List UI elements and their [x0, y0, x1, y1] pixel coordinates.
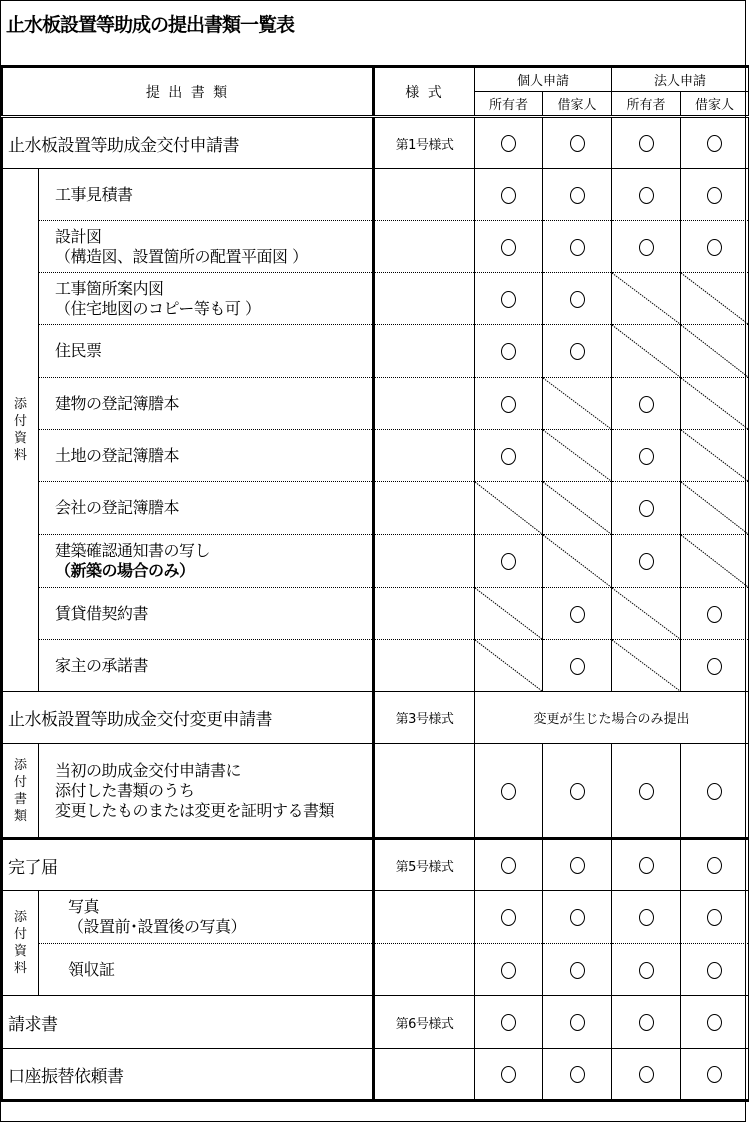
required-cell	[543, 744, 612, 839]
required-cell	[543, 588, 612, 640]
required-cell	[681, 221, 749, 273]
circle-mark-icon	[570, 239, 585, 256]
form-number-empty	[374, 891, 475, 944]
required-cell	[612, 744, 681, 839]
attachment-label-char: 添	[13, 757, 27, 773]
attachment-label-char: 付	[13, 927, 27, 942]
form-number: 第6号様式	[374, 996, 475, 1049]
form-number-empty	[374, 169, 475, 221]
diagonal-slash-icon	[681, 430, 748, 481]
not-applicable-cell	[543, 430, 612, 482]
required-cell	[543, 273, 612, 325]
attachment-label-char: 資	[13, 944, 27, 959]
attachment-name-line2: （設置前･設置後の写真）	[68, 917, 247, 936]
table-row-attachment	[2, 221, 749, 273]
diagonal-slash-icon	[612, 325, 680, 377]
required-cell	[612, 944, 681, 996]
attachment-label-char: 料	[13, 448, 27, 463]
circle-mark-icon	[639, 187, 654, 204]
circle-mark-icon	[707, 239, 722, 256]
attachment-name	[39, 891, 374, 944]
form-number: 第3号様式	[374, 692, 475, 744]
not-applicable-cell	[681, 325, 749, 378]
diagonal-slash-icon	[681, 535, 748, 587]
attachment-name-line: 当初の助成金交付申請書に	[55, 760, 242, 780]
circle-mark-icon	[639, 909, 654, 926]
required-cell	[681, 839, 749, 891]
attachment-name-line1: 領収証	[68, 959, 115, 979]
required-cell	[612, 378, 681, 430]
diagonal-slash-icon	[681, 378, 748, 429]
attachment-label-char: 付	[13, 414, 27, 429]
not-applicable-cell	[612, 325, 681, 378]
diagonal-slash-icon	[475, 640, 542, 691]
table-row-attachment	[2, 430, 749, 482]
circle-mark-icon	[570, 962, 585, 979]
circle-mark-icon	[639, 857, 654, 874]
required-cell	[681, 996, 749, 1049]
form-number-empty	[374, 221, 475, 273]
diagonal-slash-icon	[543, 535, 611, 587]
table-row-attachment	[2, 273, 749, 325]
circle-mark-icon	[570, 291, 585, 308]
attachment-label-char: 付	[13, 774, 27, 790]
form-number-empty	[374, 944, 475, 996]
documents-table	[0, 65, 749, 1102]
not-applicable-cell	[681, 273, 749, 325]
form-number: 第5号様式	[374, 839, 475, 891]
circle-mark-icon	[707, 1066, 722, 1083]
circle-mark-icon	[707, 658, 722, 675]
not-applicable-cell	[681, 535, 749, 588]
attachment-name-line1: 家主の承諾書	[55, 655, 149, 675]
attachment-name	[39, 944, 374, 996]
not-applicable-cell	[681, 430, 749, 482]
diagonal-slash-icon	[681, 482, 748, 534]
required-cell	[475, 891, 543, 944]
not-applicable-cell	[475, 588, 543, 640]
form-number-empty	[374, 273, 475, 325]
circle-mark-icon	[707, 606, 722, 623]
circle-mark-icon	[707, 187, 722, 204]
document-name: 請求書	[2, 996, 374, 1049]
table-row-attachment	[2, 325, 749, 378]
form-number-empty	[374, 325, 475, 378]
required-cell	[475, 325, 543, 378]
required-cell	[612, 482, 681, 535]
circle-mark-icon	[707, 135, 722, 152]
circle-mark-icon	[570, 343, 585, 360]
circle-mark-icon	[707, 962, 722, 979]
table-row-attachment	[2, 169, 749, 221]
attachment-label-char: 資	[13, 431, 27, 446]
circle-mark-icon	[639, 1014, 654, 1031]
circle-mark-icon	[639, 135, 654, 152]
attachment-name	[39, 640, 374, 692]
attachment-name-line1: 土地の登記簿謄本	[55, 445, 180, 465]
circle-mark-icon	[570, 857, 585, 874]
diagonal-slash-icon	[475, 482, 542, 534]
required-cell	[475, 378, 543, 430]
not-applicable-cell	[681, 378, 749, 430]
diagonal-slash-icon	[475, 588, 542, 639]
circle-mark-icon	[570, 909, 585, 926]
circle-mark-icon	[639, 553, 654, 570]
diagonal-slash-icon	[681, 325, 748, 377]
circle-mark-icon	[570, 606, 585, 623]
diagonal-slash-icon	[543, 378, 611, 429]
attachment-name-line: 変更したものまたは変更を証明する書類	[55, 800, 335, 820]
attachment-name-line1: 建物の登記簿謄本	[55, 393, 180, 413]
not-applicable-cell	[543, 482, 612, 535]
circle-mark-icon	[570, 187, 585, 204]
circle-mark-icon	[501, 187, 516, 204]
attachment-name	[39, 535, 374, 588]
submission-note: 変更が生じた場合のみ提出	[475, 692, 749, 744]
table-row-application	[2, 117, 749, 169]
table-row-attachment	[2, 378, 749, 430]
header-corporate-tenant: 借家人	[681, 92, 749, 117]
circle-mark-icon	[639, 962, 654, 979]
required-cell	[475, 944, 543, 996]
attachment-vertical-label	[2, 169, 39, 692]
required-cell	[681, 117, 749, 169]
attachment-name-line1: 会社の登記簿謄本	[55, 498, 180, 517]
not-applicable-cell	[612, 640, 681, 692]
required-cell	[612, 839, 681, 891]
document-name: 止水板設置等助成金交付変更申請書	[2, 692, 374, 744]
required-cell	[612, 169, 681, 221]
table-row-change	[2, 692, 749, 744]
attachment-name	[39, 221, 374, 273]
required-cell	[612, 996, 681, 1049]
circle-mark-icon	[501, 1014, 516, 1031]
required-cell	[475, 169, 543, 221]
circle-mark-icon	[639, 783, 654, 800]
circle-mark-icon	[707, 857, 722, 874]
circle-mark-icon	[639, 1066, 654, 1083]
circle-mark-icon	[639, 500, 654, 517]
required-cell	[612, 1049, 681, 1101]
circle-mark-icon	[570, 135, 585, 152]
circle-mark-icon	[501, 909, 516, 926]
required-cell	[612, 535, 681, 588]
diagonal-slash-icon	[681, 273, 748, 324]
circle-mark-icon	[501, 857, 516, 874]
table-row-invoice	[2, 996, 749, 1049]
table-row-attachment	[2, 891, 749, 944]
attachment-label-char: 添	[13, 397, 27, 412]
form-number-empty	[374, 744, 475, 839]
circle-mark-icon	[501, 783, 516, 800]
attachment-name-line2: （新築の場合のみ）	[55, 561, 195, 580]
required-cell	[475, 535, 543, 588]
circle-mark-icon	[501, 135, 516, 152]
required-cell	[681, 891, 749, 944]
table-row-transfer	[2, 1049, 749, 1101]
required-cell	[543, 169, 612, 221]
required-cell	[475, 117, 543, 169]
diagonal-slash-icon	[543, 430, 611, 481]
header-individual-owner: 所有者	[475, 92, 543, 117]
circle-mark-icon	[639, 396, 654, 413]
document-name: 止水板設置等助成金交付申請書	[2, 117, 374, 169]
not-applicable-cell	[543, 535, 612, 588]
attachment-name	[39, 744, 374, 839]
circle-mark-icon	[501, 239, 516, 256]
attachment-name	[39, 482, 374, 535]
table-row-attachment	[2, 944, 749, 996]
not-applicable-cell	[475, 640, 543, 692]
form-number-empty	[374, 378, 475, 430]
header-individual: 個人申請	[475, 67, 612, 92]
required-cell	[475, 744, 543, 839]
form-number: 第1号様式	[374, 117, 475, 169]
required-cell	[543, 221, 612, 273]
required-cell	[543, 944, 612, 996]
required-cell	[475, 430, 543, 482]
document-name: 口座振替依頼書	[2, 1049, 374, 1101]
form-number-empty	[374, 640, 475, 692]
attachment-name	[39, 430, 374, 482]
circle-mark-icon	[570, 783, 585, 800]
required-cell	[475, 839, 543, 891]
form-number-empty	[374, 482, 475, 535]
diagonal-slash-icon	[612, 640, 680, 691]
required-cell	[543, 640, 612, 692]
required-cell	[475, 221, 543, 273]
table-row-attachment	[2, 588, 749, 640]
circle-mark-icon	[639, 448, 654, 465]
required-cell	[475, 1049, 543, 1101]
circle-mark-icon	[639, 239, 654, 256]
attachment-name-line2: （構造図、設置箇所の配置平面図 ）	[55, 246, 308, 266]
not-applicable-cell	[612, 588, 681, 640]
form-number-empty	[374, 588, 475, 640]
circle-mark-icon	[501, 1066, 516, 1083]
diagonal-slash-icon	[612, 273, 680, 324]
header-corporate-owner: 所有者	[612, 92, 681, 117]
attachment-name	[39, 273, 374, 325]
header-form: 様 式	[374, 67, 475, 117]
required-cell	[475, 996, 543, 1049]
required-cell	[475, 273, 543, 325]
table-row-attachment	[2, 535, 749, 588]
circle-mark-icon	[707, 909, 722, 926]
circle-mark-icon	[570, 1014, 585, 1031]
circle-mark-icon	[707, 1014, 722, 1031]
attachment-name-line1: 写真	[68, 897, 100, 916]
required-cell	[543, 996, 612, 1049]
diagonal-slash-icon	[543, 482, 611, 534]
attachment-name	[39, 169, 374, 221]
required-cell	[681, 1049, 749, 1101]
attachment-name-line1: 建築確認通知書の写し	[55, 541, 211, 560]
header-corporate: 法人申請	[612, 67, 749, 92]
required-cell	[681, 744, 749, 839]
required-cell	[681, 640, 749, 692]
circle-mark-icon	[501, 962, 516, 979]
required-cell	[681, 169, 749, 221]
attachment-label-char: 類	[13, 808, 27, 824]
header-documents: 提 出 書 類	[2, 67, 374, 117]
table-row-attachment	[2, 640, 749, 692]
attachment-name-line1: 設計図	[55, 226, 102, 246]
document-name: 完了届	[2, 839, 374, 891]
required-cell	[612, 430, 681, 482]
circle-mark-icon	[570, 1066, 585, 1083]
required-cell	[543, 839, 612, 891]
attachment-name-line1: 住民票	[55, 341, 102, 360]
required-cell	[681, 588, 749, 640]
form-number-empty	[374, 430, 475, 482]
page-title: 止水板設置等助成の提出書類一覧表	[6, 14, 295, 36]
required-cell	[681, 944, 749, 996]
attachment-name-line1: 賃貸借契約書	[55, 603, 149, 623]
attachment-name	[39, 588, 374, 640]
required-cell	[543, 1049, 612, 1101]
form-number-empty	[374, 535, 475, 588]
required-cell	[612, 117, 681, 169]
circle-mark-icon	[501, 343, 516, 360]
attachment-name-line: 添付した書類のうち	[55, 780, 195, 800]
attachment-label-char: 添	[13, 910, 27, 925]
circle-mark-icon	[501, 553, 516, 570]
attachment-label-char: 書	[13, 791, 27, 807]
required-cell	[612, 891, 681, 944]
attachment-name-line1: 工事箇所案内図	[55, 278, 164, 298]
circle-mark-icon	[570, 658, 585, 675]
not-applicable-cell	[612, 273, 681, 325]
circle-mark-icon	[501, 291, 516, 308]
required-cell	[543, 891, 612, 944]
table-row-attachment	[2, 482, 749, 535]
attachment-vertical-label	[2, 744, 39, 839]
attachment-name	[39, 378, 374, 430]
required-cell	[543, 117, 612, 169]
attachment-name-line2: （住宅地図のコピー等も可 ）	[55, 298, 261, 318]
diagonal-slash-icon	[612, 588, 680, 639]
required-cell	[543, 325, 612, 378]
attachment-name	[39, 325, 374, 378]
header-individual-tenant: 借家人	[543, 92, 612, 117]
required-cell	[612, 221, 681, 273]
form-number	[374, 1049, 475, 1101]
circle-mark-icon	[501, 396, 516, 413]
attachment-vertical-label	[2, 891, 39, 996]
attachment-label-char: 料	[13, 961, 27, 976]
table-row-completion	[2, 839, 749, 891]
attachment-name-line1: 工事見積書	[55, 184, 133, 204]
not-applicable-cell	[475, 482, 543, 535]
not-applicable-cell	[681, 482, 749, 535]
circle-mark-icon	[707, 783, 722, 800]
not-applicable-cell	[543, 378, 612, 430]
table-row-change-attachment	[2, 744, 749, 839]
circle-mark-icon	[501, 448, 516, 465]
